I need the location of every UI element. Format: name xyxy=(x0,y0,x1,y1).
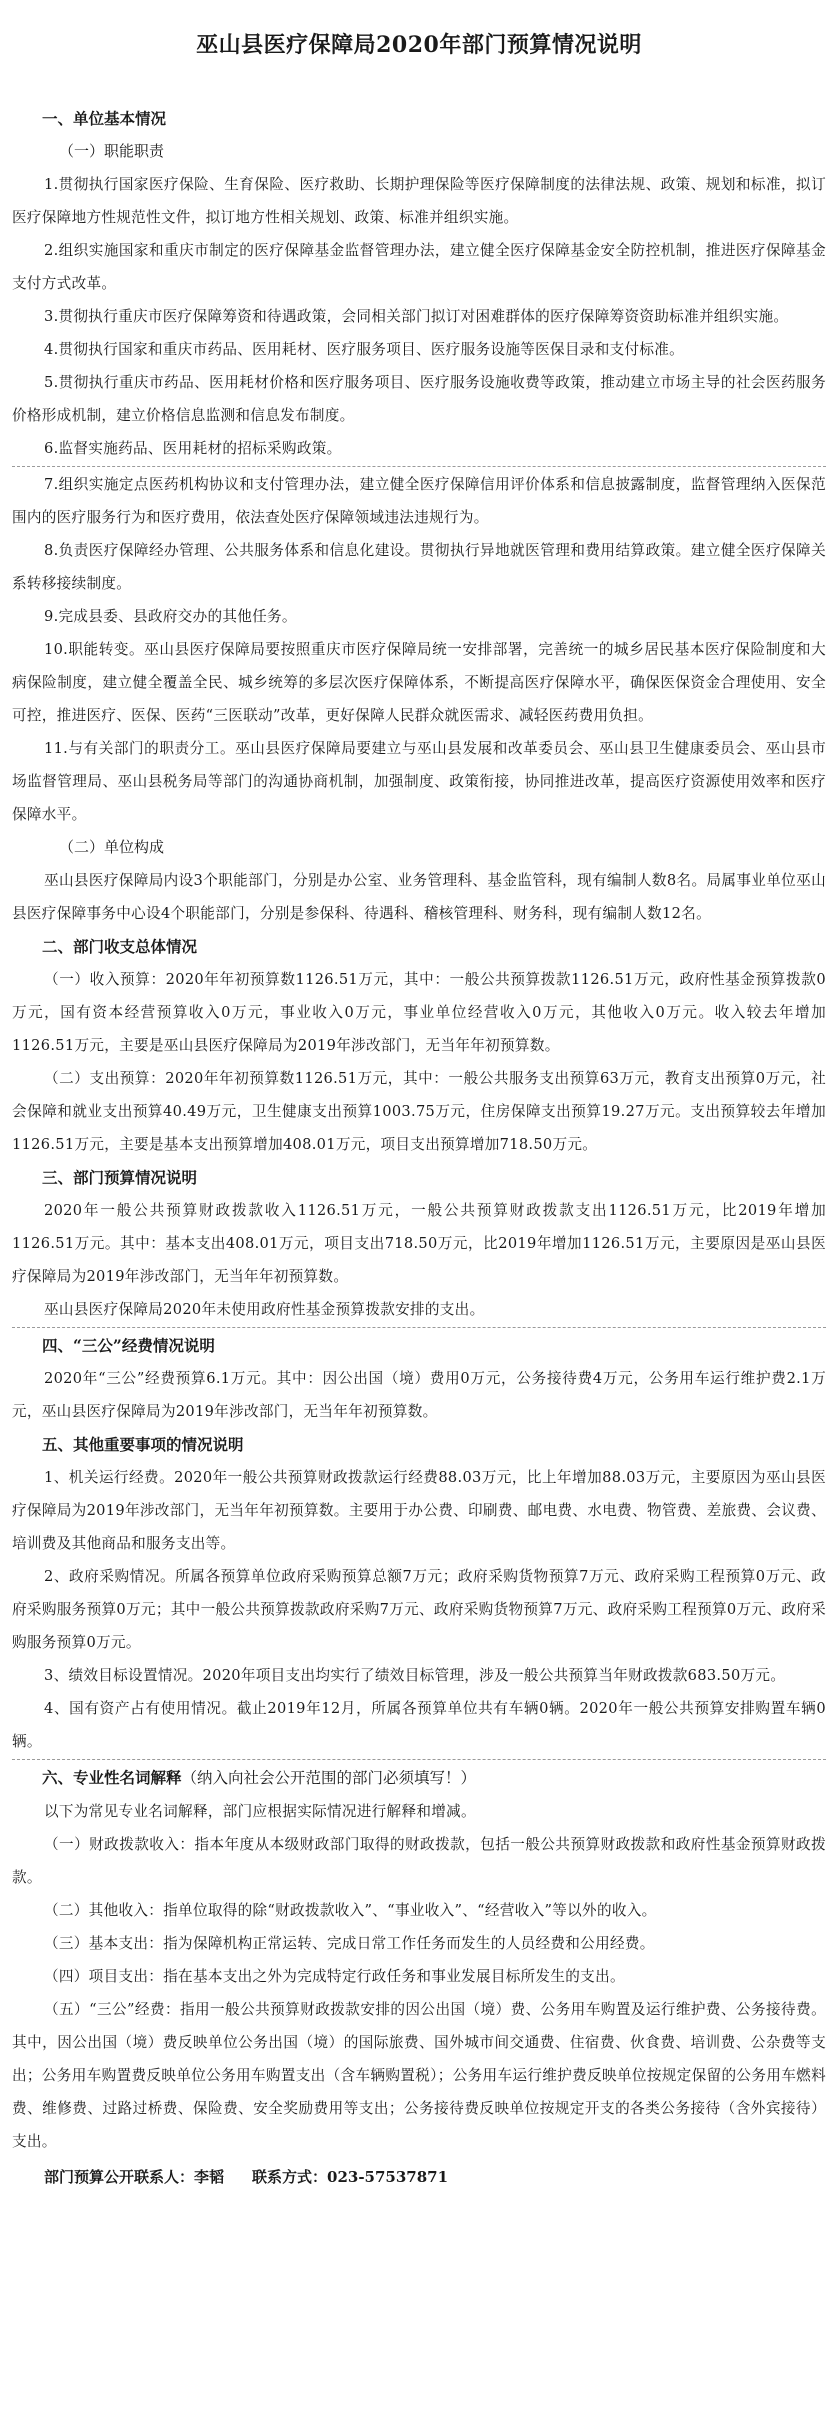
organization-paragraph: 巫山县医疗保障局内设3个职能部门，分别是办公室、业务管理科、基金监管科，现有编制人数8名。局属事业单位巫山县医疗保障事务中心设4个职能部门，分别是参保科、待遇科、稽核管理科、财务科，现有编制人数12名。 xyxy=(12,872,826,922)
subheading-duties: （一）职能职责 xyxy=(59,142,165,160)
glossary-item: （三）基本支出：指为保障机构正常运转、完成日常工作任务而发生的人员经费和公用经费。 xyxy=(44,1935,655,1952)
duty-paragraph: 1.贯彻执行国家医疗保险、生育保险、医疗救助、长期护理保险等医疗保障制度的法律法规、政策、规划和标准，拟订医疗保障地方性规范性文件，拟订地方性相关规划、政策、标准并组织实施。 xyxy=(12,176,826,226)
section-heading-glossary xyxy=(12,1761,826,1795)
glossary-item: （二）其他收入：指单位取得的除“财政拨款收入”、“事业收入”、“经营收入”等以外的收入。 xyxy=(44,1902,657,1919)
contact-line xyxy=(12,2162,826,2192)
glossary-intro: 以下为常见专业名词解释，部门应根据实际情况进行解释和增减。 xyxy=(44,1803,476,1820)
glossary-item: （一）财政拨款收入：指本年度从本级财政部门取得的财政拨款，包括一般公共预算财政拨款和政府性基金预算财政拨款。 xyxy=(12,1836,826,1886)
other-matter-paragraph: 3、绩效目标设置情况。2020年项目支出均实行了绩效目标管理，涉及一般公共预算当年财政拨款683.50万元。 xyxy=(44,1667,786,1684)
glossary-item: （五）“三公”经费：指用一般公共预算财政拨款安排的因公出国（境）费、公务用车购置及运行维护费、公务接待费。其中，因公出国（境）费反映单位公务出国（境）的国际旅费、国外城市间交通费、住宿费、伙食费、培训费、公杂费等支出；公务用车购置费反映单位公务用车购置支出（含车辆购置税）；公务用车运行维护费反映单位按规定保留的公务用车燃料费、维修费、过路过桥费、保险费、安全奖励费用等支出；公务接待费反映单位按规定开支的各类公务接待（含外宾接待）支出。 xyxy=(12,2001,826,2150)
budget-explanation-paragraph: 2020年一般公共预算财政拨款收入1126.51万元，一般公共预算财政拨款支出1126.51万元，比2019年增加1126.51万元。其中：基本支出408.01万元，项目支出718.50万元，比2019年增加1126.51万元，主要原因是巫山县医疗保障局为2019年涉改部门，无当年年初预算数。 xyxy=(12,1202,826,1285)
section-heading-budget-explanation: 三、部门预算情况说明 xyxy=(42,1168,198,1187)
duty-paragraph: 4.贯彻执行国家和重庆市药品、医用耗材、医疗服务项目、医疗服务设施等医保目录和支付标准。 xyxy=(44,341,685,358)
other-matter-paragraph: 2、政府采购情况。所属各预算单位政府采购预算总额7万元；政府采购货物预算7万元、政府采购工程预算0万元、政府采购服务预算0万元；其中一般公共预算拨款政府采购7万元、政府采购货物预算7万元、政府采购工程预算0万元、政府采购服务预算0万元。 xyxy=(12,1568,826,1651)
duty-paragraph: 5.贯彻执行重庆市药品、医用耗材价格和医疗服务项目、医疗服务设施收费等政策，推动建立市场主导的社会医药服务价格形成机制，建立价格信息监测和信息发布制度。 xyxy=(12,374,826,424)
duty-paragraph: 8.负责医疗保障经办管理、公共服务体系和信息化建设。贯彻执行异地就医管理和费用结算政策。建立健全医疗保障关系转移接续制度。 xyxy=(12,542,826,592)
other-matter-paragraph: 4、国有资产占有使用情况。截止2019年12月，所属各预算单位共有车辆0辆。2020年一般公共预算安排购置车辆0辆。 xyxy=(12,1700,826,1750)
expenditure-budget-paragraph: （二）支出预算：2020年年初预算数1126.51万元，其中：一般公共服务支出预算63万元，教育支出预算0万元，社会保障和就业支出预算40.49万元，卫生健康支出预算1003.75万元，住房保障支出预算19.27万元。支出预算较去年增加1126.51万元，主要是基本支出预算增加408.01万元，项目支出预算增加718.50万元。 xyxy=(12,1070,826,1153)
duty-paragraph: 10.职能转变。巫山县医疗保障局要按照重庆市医疗保障局统一安排部署，完善统一的城乡居民基本医疗保险制度和大病保险制度，建立健全覆盖全民、城乡统筹的多层次医疗保障体系，不断提高医疗保障水平，确保医保资金合理使用、安全可控，推进医疗、医保、医药“三医联动”改革，更好保障人民群众就医需求、减轻医药费用负担。 xyxy=(12,641,826,724)
income-budget-paragraph: （一）收入预算：2020年年初预算数1126.51万元，其中：一般公共预算拨款1126.51万元，政府性基金预算拨款0万元，国有资本经营预算收入0万元，事业收入0万元，事业单位经营收入0万元，其他收入0万元。收入较去年增加1126.51万元，主要是巫山县医疗保障局为2019年涉改部门，无当年年初预算数。 xyxy=(12,971,826,1054)
duty-paragraph: 6.监督实施药品、医用耗材的招标采购政策。 xyxy=(44,440,342,457)
glossary-heading-note: （纳入向社会公开范围的部门必须填写！） xyxy=(181,1769,477,1787)
duty-paragraph: 7.组织实施定点医药机构协议和支付管理办法，建立健全医疗保障信用评价体系和信息披露制度，监督管理纳入医保范围内的医疗服务行为和医疗费用，依法查处医疗保障领域违法违规行为。 xyxy=(12,476,826,526)
document-title: 巫山县医疗保障局2020年部门预算情况说明 xyxy=(196,32,642,58)
three-public-paragraph: 2020年“三公”经费预算6.1万元。其中：因公出国（境）费用0万元，公务接待费4万元，公务用车运行维护费2.1万元，巫山县医疗保障局为2019年涉改部门，无当年年初预算数。 xyxy=(12,1370,826,1420)
duty-paragraph: 9.完成县委、县政府交办的其他任务。 xyxy=(44,608,297,625)
glossary-item: （四）项目支出：指在基本支出之外为完成特定行政任务和事业发展目标所发生的支出。 xyxy=(44,1968,625,1985)
section-heading-three-public: 四、“三公”经费情况说明 xyxy=(42,1336,215,1355)
other-matter-paragraph: 1、机关运行经费。2020年一般公共预算财政拨款运行经费88.03万元，比上年增加88.03万元，主要原因为巫山县医疗保障局为2019年涉改部门，无当年年初预算数。主要用于办公费、印刷费、邮电费、水电费、物管费、差旅费、会议费、培训费及其他商品和服务支出等。 xyxy=(12,1469,826,1552)
contact-phone: 联系方式：023-57537871 xyxy=(252,2168,449,2186)
duty-paragraph: 11.与有关部门的职责分工。巫山县医疗保障局要建立与巫山县发展和改革委员会、巫山县卫生健康委员会、巫山县市场监督管理局、巫山县税务局等部门的沟通协商机制，加强制度、政策衔接，协同推进改革，提高医疗资源使用效率和医疗保障水平。 xyxy=(12,740,826,823)
page-break-divider xyxy=(12,1759,826,1760)
glossary-heading-text: 六、专业性名词解释 xyxy=(42,1768,182,1787)
page-break-divider xyxy=(12,466,826,467)
duty-paragraph: 3.贯彻执行重庆市医疗保障筹资和待遇政策，会同相关部门拟订对困难群体的医疗保障筹资资助标准并组织实施。 xyxy=(44,308,789,325)
contact-person: 部门预算公开联系人：李韬 xyxy=(44,2168,225,2186)
section-heading-basic-info: 一、单位基本情况 xyxy=(42,109,167,128)
section-heading-income-expenditure: 二、部门收支总体情况 xyxy=(42,937,198,956)
duty-paragraph: 2.组织实施国家和重庆市制定的医疗保障基金监督管理办法，建立健全医疗保障基金安全防控机制，推进医疗保障基金支付方式改革。 xyxy=(12,242,826,292)
fund-budget-paragraph: 巫山县医疗保障局2020年未使用政府性基金预算拨款安排的支出。 xyxy=(44,1301,485,1318)
section-heading-other-matters: 五、其他重要事项的情况说明 xyxy=(42,1435,244,1454)
page-break-divider xyxy=(12,1327,826,1328)
subheading-organization: （二）单位构成 xyxy=(59,838,165,856)
